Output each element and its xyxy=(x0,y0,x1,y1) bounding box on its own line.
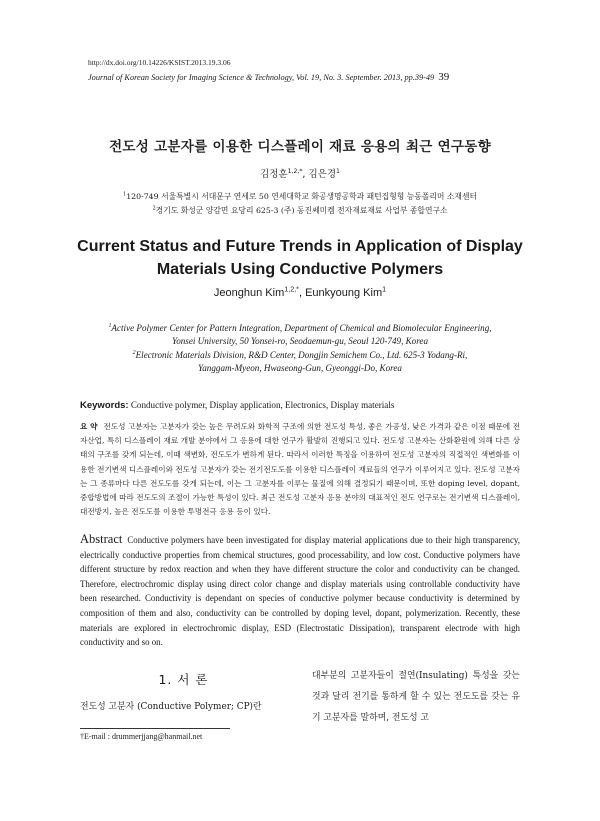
english-aff-1-mark: 1 xyxy=(108,322,112,329)
korean-abstract xyxy=(80,420,520,519)
keywords-text: Conductive polymer, Display application, Electronics, Display materials xyxy=(128,400,395,410)
keywords xyxy=(80,400,540,411)
korean-affiliation-1 xyxy=(0,191,600,202)
korean-author-2: 김은경 xyxy=(308,169,336,180)
korean-abstract-text: 전도성 고분자는 고분자가 갖는 높은 무려도와 화학적 구조에 의한 전도성 특성, 좋은 가공성, 낮은 가격과 같은 이점 때문에 전자산업, 특히 디스플레이 재료 개발 분야에서 그 응용에 대한 연구가 활발히 진행되고 있다. 전도성 고분자는 산화환원에 의해 다른 상태의 구조를 갖게 되는데, 이때 색변화, 전도도가 변하게 된다. 따라서 이러한 특징을 이용하여 전도성 고분자의 직접적인 색변화를 이용한 전기변색 디스플레이와 전도성 고분자가 갖는 전기전도도를 이용한 디스플레이 재료들의 연구가 이루어지고 있다. 전도성 고분자는 그 종류마다 다른 전도도를 갖게 되는데, 이는 그 고분자를 이루는 물질에 의해 결정되기 때문이며, 또한 doping level, dopant, 중합방법에 따라 전도도의 조절이 가능한 특성이 있다. 최근 전도성 고분자 응용 분야의 대표적인 전도 연구로는 전기변색 디스플레이, 대전방지, 높은 전도도를 이용한 투명전극 응용 등이 있다. xyxy=(80,422,520,517)
english-title-line-1: Current Status and Future Trends in Application of Display xyxy=(77,238,523,255)
english-affiliation-1 xyxy=(80,322,520,348)
english-author-separator: , xyxy=(298,287,306,299)
english-aff-2-mark: 2 xyxy=(132,349,136,356)
english-title-line-2: Materials Using Conductive Polymers xyxy=(156,261,444,278)
english-aff-1-line-1 xyxy=(80,322,520,335)
section-heading-introduction: 1. 서 론 xyxy=(158,672,209,687)
journal-citation xyxy=(88,71,528,83)
english-aff-1-text-1: Active Polymer Center for Pattern Integration, Department of Chemical and Biomolecular Engineering, xyxy=(111,323,492,333)
korean-aff-1-mark: 1 xyxy=(122,191,127,198)
english-author-1: Jeonghun Kim xyxy=(213,287,285,299)
korean-abstract-label: 요 약 xyxy=(80,422,98,431)
english-title xyxy=(0,235,600,281)
english-abstract-text: Conductive polymers have been investigated for display material applications due to their high transparency, electrically conductive properties from chemical structures, good processability, and low cost. Conductive polymers have different structure by redox reaction and when they have different structure the color and conductivity can be changed. Therefore, electrochromic display using direct color change and display materials using controllable conductivity have been researched. Conductivity is dependant on species of conductive polymer because conductivity is determined by composition of them and also, conductivity can be controlled by doping level, dopant, polymerization. Recently, these materials are explored in electrochromic display, ESD (Electrostatic Dissipation), transparent electrode with high conductivity and so on. xyxy=(80,535,520,648)
korean-author-1-mark: 1,2,* xyxy=(287,167,303,175)
footnote-divider xyxy=(80,728,230,729)
korean-author-separator: , xyxy=(302,169,309,180)
korean-authors xyxy=(0,166,600,180)
footnote-email[interactable]: †E-mail : drummerjjang@hanmail.net xyxy=(80,732,203,741)
english-author-2-mark: 1 xyxy=(382,285,387,294)
english-affiliation-2 xyxy=(80,349,520,375)
intro-left-column-text: 전도성 고분자 (Conductive Polymer; CP)란 xyxy=(80,702,262,712)
english-authors xyxy=(0,287,600,299)
keywords-label: Keywords: xyxy=(80,400,129,411)
page-number: 39 xyxy=(438,71,450,83)
english-author-1-mark: 1,2,* xyxy=(284,285,299,294)
journal-name: Journal of Korean Society for Imaging Science & Technology, Vol. 19, No. 3. September. 2013, pp.39-49 xyxy=(88,73,435,82)
korean-title: 전도성 고분자를 이용한 디스플레이 재료 응용의 최근 연구동향 xyxy=(109,139,491,155)
korean-aff-2-mark: 2 xyxy=(152,205,156,212)
english-aff-2-line-1 xyxy=(80,349,520,362)
english-author-2: Eunkyoung Kim xyxy=(305,287,383,299)
doi-line[interactable]: http://dx.doi.org/10.14226/KSIST.2013.19.3.06 xyxy=(88,58,231,67)
korean-aff-1-text: 120-749 서울특별시 서대문구 연세로 50 연세대학교 화공생명공학과 패턴집형형 능동폴리머 소재센터 xyxy=(126,192,478,201)
english-abstract xyxy=(80,532,520,650)
korean-author-2-mark: 1 xyxy=(336,167,340,175)
korean-author-1: 김정훈 xyxy=(260,169,288,180)
korean-aff-2-text: 경기도 화성군 양감면 요당리 625-3 (주) 동진쎄미켐 전자재료재료 사업부 종합연구소 xyxy=(155,206,448,215)
korean-affiliation-2 xyxy=(0,205,600,216)
english-aff-1-line-2: Yonsei University, 50 Yonsei-ro, Seodaemun-gu, Seoul 120-749, Korea xyxy=(171,336,429,347)
english-aff-2-line-2: Yanggam-Myeon, Hwaseong-Gun, Gyeonggi-Do, Korea xyxy=(198,363,402,374)
intro-right-column-text: 대부분의 고분자들이 절연(Insulating) 특성을 갖는 것과 달리 전기를 통하게 할 수 있는 전도도를 갖는 유기 고분자를 말하며, 전도성 고 xyxy=(312,671,520,723)
english-aff-2-text-1: Electronic Materials Division, R&D Center, Dongjin Semichem Co., Ltd. 625-3 Yodang-Ri, xyxy=(135,350,468,360)
english-abstract-label: Abstract xyxy=(80,532,123,546)
